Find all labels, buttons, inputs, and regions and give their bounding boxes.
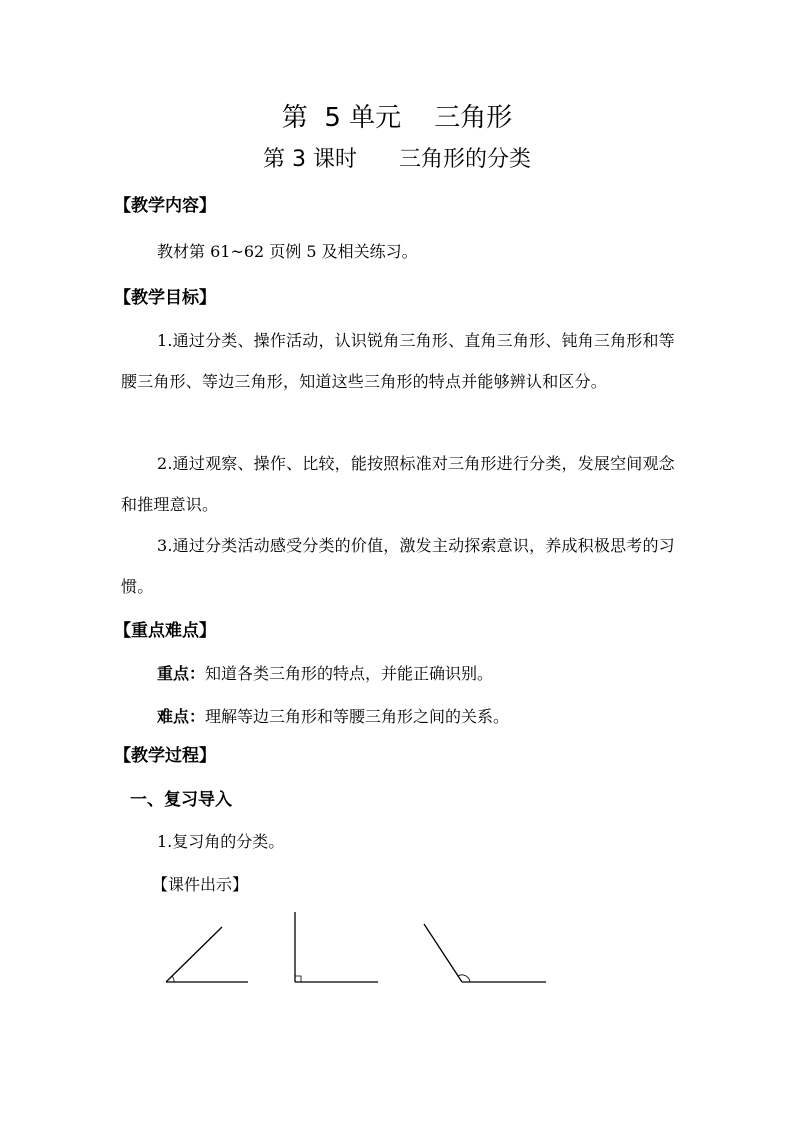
- content-text: 教材第 61~62 页例 5 及相关练习。: [157, 242, 418, 261]
- key-point-line: [157, 660, 493, 688]
- angle-figures: [150, 900, 570, 1000]
- obtuse-angle: [424, 924, 546, 982]
- step-sub-1: 1.复习角的分类。: [157, 832, 285, 851]
- objectives-heading: 【教学目标】: [114, 288, 216, 308]
- step-review-intro: 一、复习导入: [130, 790, 232, 810]
- key-point-text: 知道各类三角形的特点，并能正确识别。: [205, 664, 494, 683]
- objective-2: 2.通过观察、操作、比较，能按照标准对三角形进行分类，发展空间观念和推理意识。: [121, 454, 675, 514]
- objective-1: 1.通过分类、操作活动，认识锐角三角形、直角三角形、钝角三角形和等腰三角形、等边三角形，知道这些三角形的特点并能够辨认和区分。: [121, 331, 675, 391]
- difficult-point-label: 难点：: [157, 707, 206, 726]
- key-point-label: 重点：: [157, 664, 206, 683]
- lesson-title: 第 3 课时 三角形的分类: [263, 147, 531, 172]
- process-heading: 【教学过程】: [114, 746, 216, 766]
- content-heading: 【教学内容】: [114, 196, 216, 216]
- right-angle: [295, 912, 378, 982]
- difficult-point-line: [157, 703, 509, 731]
- objective-3: 3.通过分类活动感受分类的价值，激发主动探索意识，养成积极思考的习惯。: [121, 536, 675, 596]
- courseware-label: 【课件出示】: [152, 875, 249, 894]
- acute-angle: [166, 927, 248, 982]
- keypoints-heading: 【重点难点】: [114, 621, 216, 641]
- difficult-point-text: 理解等边三角形和等腰三角形之间的关系。: [205, 707, 510, 726]
- unit-title: 第 5 单元 三角形: [281, 103, 513, 133]
